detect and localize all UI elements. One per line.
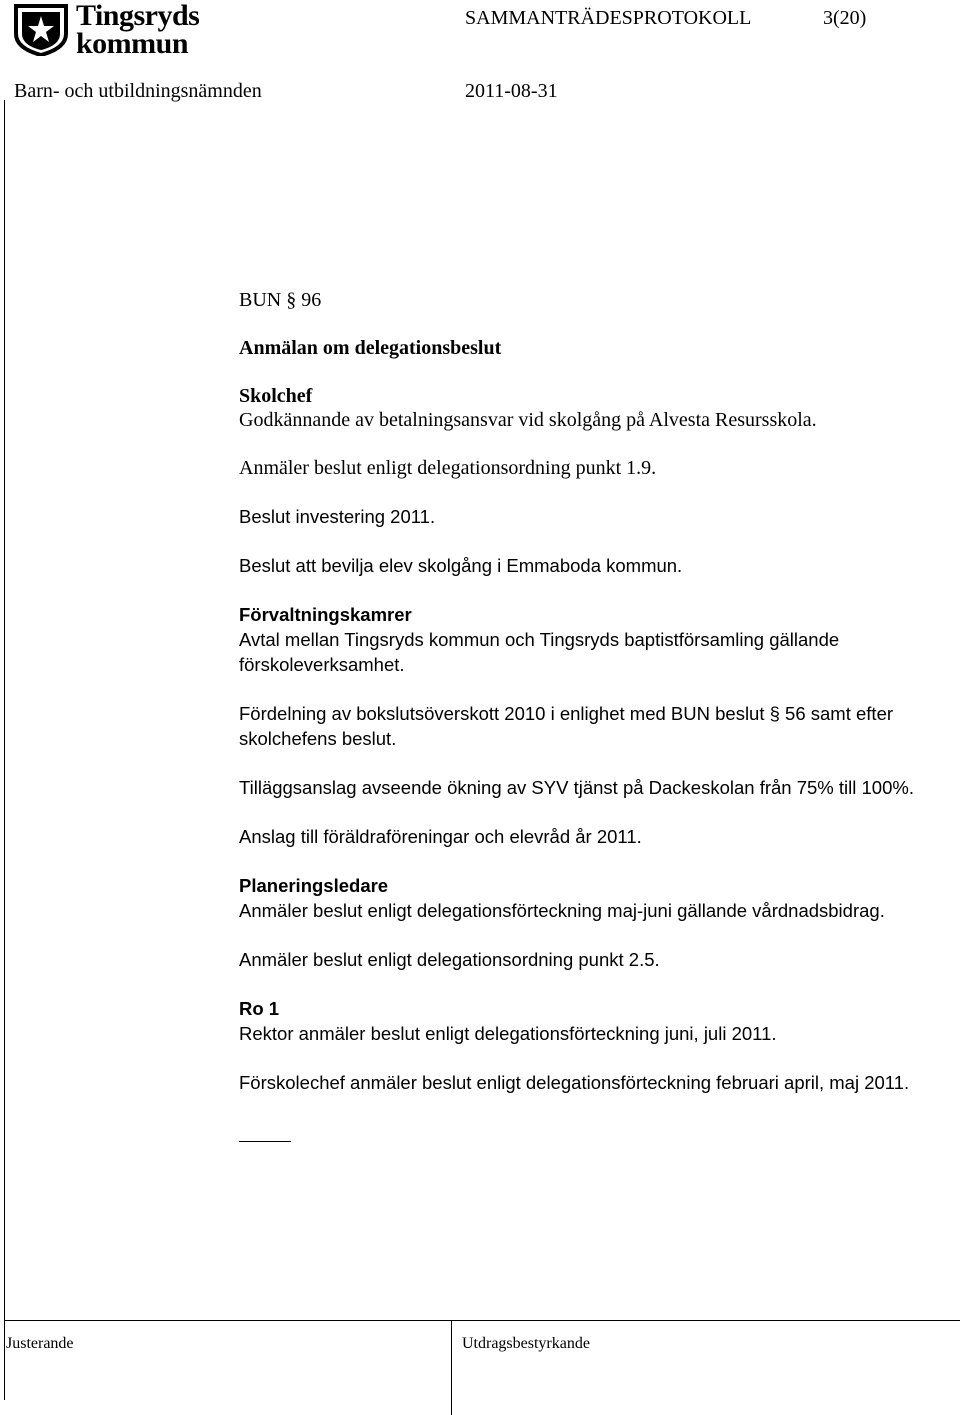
list-item: Anmäler beslut enligt delegationsordning punkt 1.9. [239, 457, 657, 479]
list-item: Godkännande av betalningsansvar vid skolgång på Alvesta Resursskola. [239, 409, 817, 431]
end-rule [239, 1119, 291, 1142]
role-heading: Skolchef [239, 385, 313, 407]
logo-text-line2: kommun [76, 27, 189, 60]
meeting-date: 2011-08-31 [465, 80, 558, 102]
section-title: Anmälan om delegationsbeslut [239, 337, 502, 359]
list-item: Rektor anmäler beslut enligt delegationsförteckning juni, juli 2011. [239, 1023, 777, 1044]
page-number: 3(20) [823, 7, 867, 29]
list-item: Tilläggsanslag avseende ökning av SYV tjänst på Dackeskolan från 75% till 100%. [239, 777, 914, 798]
list-item: Beslut att bevilja elev skolgång i Emmaboda kommun. [239, 555, 683, 576]
list-item: Beslut investering 2011. [239, 506, 436, 527]
list-item: Förskolechef anmäler beslut enligt delegationsförteckning februari april, maj 2011. [239, 1072, 910, 1093]
list-item: Fördelning av bokslutsöverskott 2010 i enlighet med BUN beslut § 56 samt efter skolchefens beslut. [239, 703, 894, 749]
committee-name: Barn- och utbildningsnämnden [14, 80, 262, 102]
footer-utdragsbestyrkande: Utdragsbestyrkande [462, 1335, 590, 1352]
protocol-section [239, 288, 919, 1142]
role-heading: Ro 1 [239, 998, 280, 1019]
margin-line [4, 100, 5, 1400]
footer-column-divider [451, 1320, 452, 1415]
list-item: Anmäler beslut enligt delegationsförteckning maj-juni gällande vårdnadsbidrag. [239, 900, 885, 921]
document-type: SAMMANTRÄDESPROTOKOLL [465, 7, 752, 29]
section-number: BUN § 96 [239, 289, 322, 311]
crest-icon [14, 4, 70, 56]
footer-justerande: Justerande [6, 1335, 74, 1352]
municipality-logo [14, 0, 214, 60]
list-item: Anmäler beslut enligt delegationsordning punkt 2.5. [239, 949, 660, 970]
logo-text-line1: Tingsryds [76, 0, 200, 32]
role-heading: Förvaltningskamrer [239, 604, 412, 625]
footer-divider [4, 1320, 960, 1321]
list-item: Avtal mellan Tingsryds kommun och Tingsryds baptistförsamling gällande förskoleverksamhet. [239, 629, 840, 675]
list-item: Anslag till föräldraföreningar och elevråd år 2011. [239, 826, 642, 847]
role-heading: Planeringsledare [239, 875, 389, 896]
